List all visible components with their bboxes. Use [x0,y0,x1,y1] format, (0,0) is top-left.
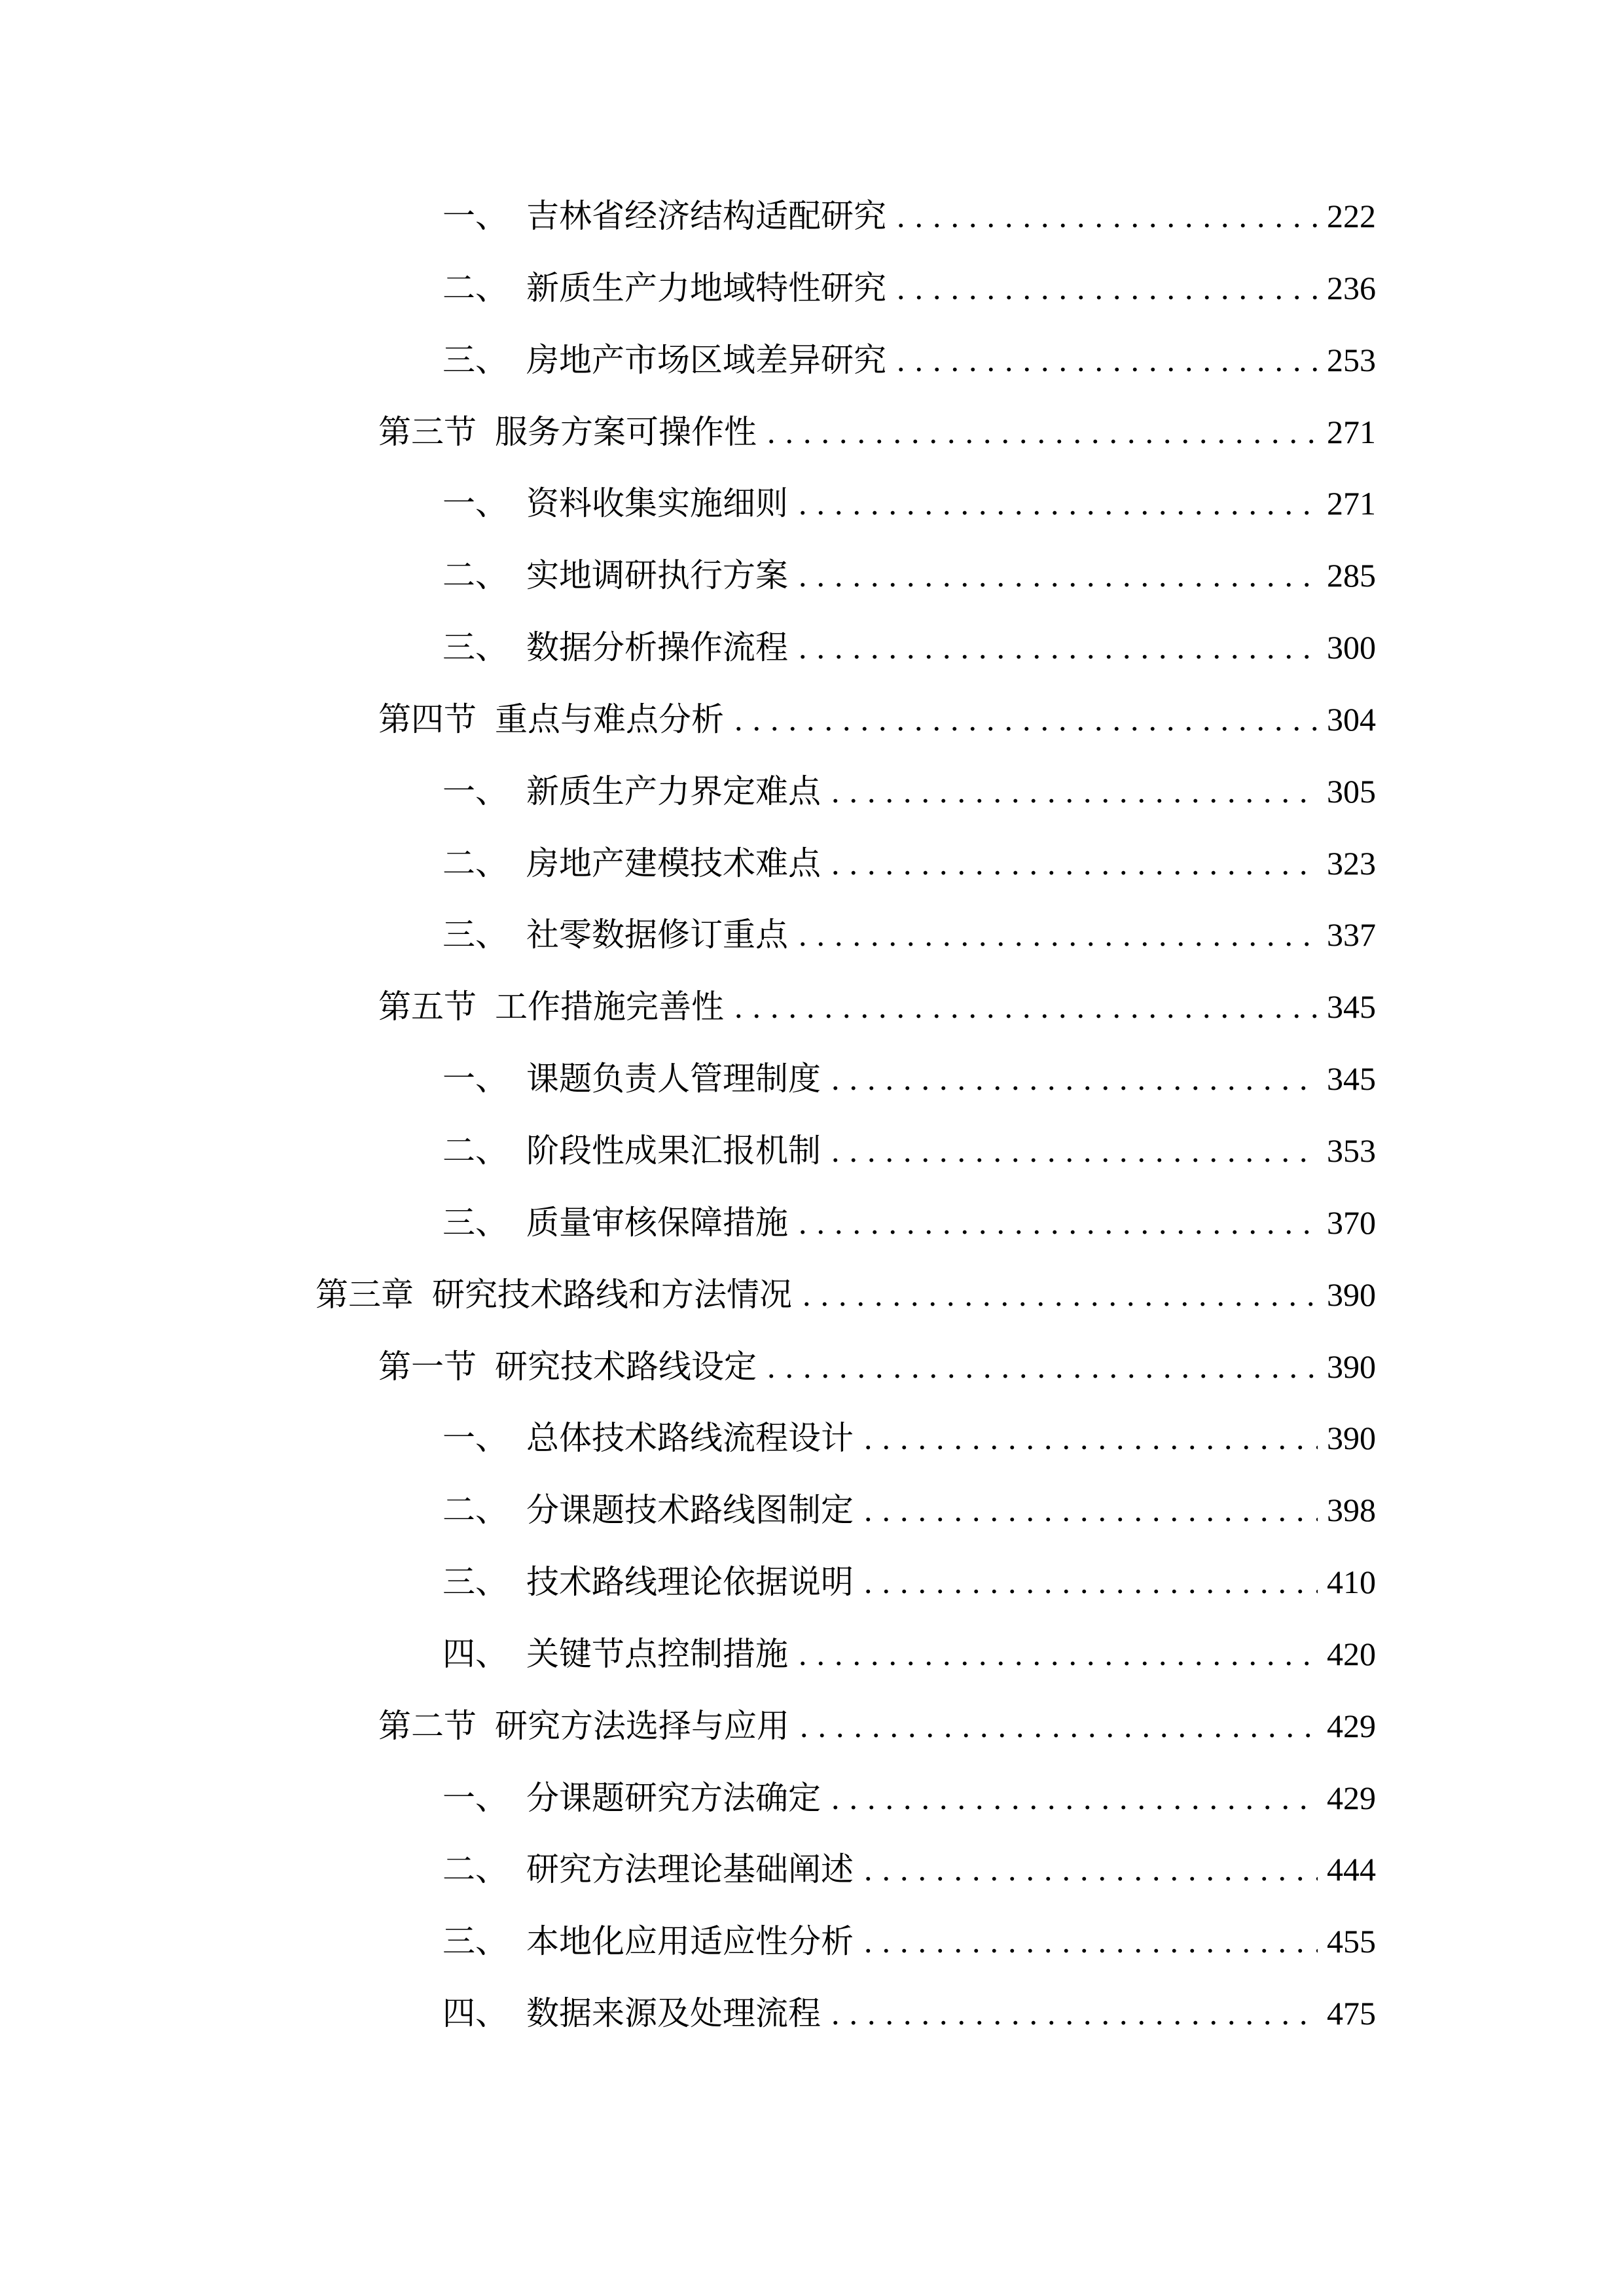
toc-entry-page: 353 [1327,1132,1376,1169]
toc-entry-label: 第一节 [378,1348,477,1385]
dot-leader [897,253,1318,325]
toc-entry[interactable] [0,1619,1624,1691]
toc-entry-label: 一、 [442,198,508,234]
toc-entry-label: 一、 [442,1779,508,1816]
dot-leader [803,1259,1318,1331]
toc-entry[interactable] [0,1331,1624,1403]
toc-entry-page: 370 [1327,1204,1376,1241]
toc-entry[interactable] [0,828,1624,900]
dot-leader [800,1691,1318,1763]
toc-entry-label: 三、 [442,1923,508,1960]
dot-leader [831,1763,1318,1835]
dot-leader [864,1547,1318,1619]
toc-entry-title: 研究技术路线和方法情况 [432,1276,792,1313]
toc-entry-label: 三、 [442,1564,508,1601]
toc-entry-title: 重点与难点分析 [495,700,724,738]
toc-entry-label: 第四节 [378,700,477,738]
toc-entry-page: 271 [1327,413,1376,450]
toc-entry-label: 第二节 [378,1707,477,1744]
toc-entry-label: 二、 [442,1851,508,1888]
toc-entry[interactable] [0,468,1624,540]
toc-entry-page: 455 [1327,1923,1376,1960]
toc-entry-label: 一、 [442,485,508,522]
toc-list [0,181,1624,2050]
toc-entry-label: 第五节 [378,988,477,1026]
toc-entry-title: 研究技术路线设定 [495,1348,757,1385]
toc-entry-label: 第三章 [316,1276,414,1313]
toc-entry-title: 阶段性成果汇报机制 [526,1132,821,1169]
toc-entry-title: 总体技术路线流程设计 [526,1420,854,1457]
toc-entry[interactable] [0,971,1624,1043]
dot-leader [864,1906,1318,1978]
dot-leader [864,1403,1318,1475]
toc-entry[interactable] [0,1834,1624,1906]
toc-entry[interactable] [0,1475,1624,1547]
toc-entry-title: 课题负责人管理制度 [526,1060,821,1098]
toc-entry[interactable] [0,899,1624,971]
toc-entry[interactable] [0,1187,1624,1259]
toc-entry-page: 236 [1327,269,1376,306]
toc-entry-title: 社零数据修订重点 [526,916,788,954]
toc-entry-label: 四、 [442,1995,508,2032]
toc-entry[interactable] [0,540,1624,612]
toc-entry-title: 数据来源及处理流程 [526,1995,821,2032]
toc-entry-label: 三、 [442,916,508,954]
toc-entry[interactable] [0,1906,1624,1978]
dot-leader [767,1331,1318,1403]
toc-entry-page: 475 [1327,1995,1376,2032]
toc-entry-label: 一、 [442,772,508,810]
toc-entry-label: 三、 [442,341,508,378]
toc-entry-page: 345 [1327,988,1376,1026]
dot-leader [864,1834,1318,1906]
toc-entry-label: 二、 [442,269,508,306]
toc-entry-page: 390 [1327,1348,1376,1385]
toc-entry-page: 390 [1327,1276,1376,1313]
dot-leader [767,397,1318,469]
toc-entry-page: 305 [1327,772,1376,810]
toc-entry-label: 二、 [442,1492,508,1529]
toc-entry[interactable] [0,684,1624,756]
toc-entry-page: 390 [1327,1420,1376,1457]
toc-entry[interactable] [0,1691,1624,1763]
toc-entry[interactable] [0,1043,1624,1115]
toc-entry-page: 345 [1327,1060,1376,1098]
toc-entry[interactable] [0,612,1624,684]
toc-entry-page: 300 [1327,629,1376,666]
toc-entry[interactable] [0,1403,1624,1475]
toc-entry-page: 444 [1327,1851,1376,1888]
dot-leader [734,971,1318,1043]
toc-entry-title: 研究方法选择与应用 [495,1707,789,1744]
toc-entry-label: 二、 [442,1132,508,1169]
dot-leader [831,828,1318,900]
toc-entry-title: 分课题技术路线图制定 [526,1492,854,1529]
dot-leader [799,468,1318,540]
toc-entry-title: 关键节点控制措施 [526,1635,788,1672]
toc-entry[interactable] [0,1978,1624,2050]
toc-entry-page: 337 [1327,916,1376,954]
dot-leader [799,540,1318,612]
toc-entry-page: 323 [1327,844,1376,882]
toc-entry-title: 研究方法理论基础阐述 [526,1851,854,1888]
toc-entry[interactable] [0,181,1624,253]
toc-entry-page: 398 [1327,1492,1376,1529]
toc-entry-label: 第三节 [378,413,477,450]
toc-entry[interactable] [0,756,1624,828]
toc-entry-title: 吉林省经济结构适配研究 [526,198,886,234]
toc-entry-title: 技术路线理论依据说明 [526,1564,854,1601]
toc-entry-title: 分课题研究方法确定 [526,1779,821,1816]
toc-entry-page: 304 [1327,700,1376,738]
toc-entry-title: 本地化应用适应性分析 [526,1923,854,1960]
dot-leader [734,684,1318,756]
toc-entry-title: 实地调研执行方案 [526,557,788,594]
toc-entry-title: 新质生产力界定难点 [526,772,821,810]
toc-entry[interactable] [0,1115,1624,1187]
toc-entry-label: 三、 [442,629,508,666]
toc-entry-title: 质量审核保障措施 [526,1204,788,1241]
toc-entry-page: 253 [1327,341,1376,378]
toc-entry[interactable] [0,1259,1624,1331]
toc-entry-page: 410 [1327,1564,1376,1601]
dot-leader [831,1115,1318,1187]
toc-entry[interactable] [0,253,1624,325]
toc-entry-page: 429 [1327,1779,1376,1816]
dot-leader [897,181,1318,253]
toc-entry[interactable] [0,1547,1624,1619]
toc-entry-label: 四、 [442,1635,508,1672]
toc-entry-label: 一、 [442,1420,508,1457]
toc-entry-title: 房地产市场区域差异研究 [526,341,886,378]
toc-entry-label: 二、 [442,844,508,882]
dot-leader [799,1619,1318,1691]
toc-entry-title: 工作措施完善性 [495,988,724,1026]
toc-entry-title: 服务方案可操作性 [495,413,757,450]
dot-leader [799,1187,1318,1259]
dot-leader [799,899,1318,971]
toc-entry-page: 420 [1327,1635,1376,1672]
dot-leader [864,1475,1318,1547]
toc-entry-page: 285 [1327,557,1376,594]
toc-entry-label: 三、 [442,1204,508,1241]
toc-entry[interactable] [0,325,1624,397]
toc-entry[interactable] [0,397,1624,469]
toc-entry-label: 一、 [442,1060,508,1098]
toc-entry-title: 新质生产力地域特性研究 [526,269,886,306]
dot-leader [831,756,1318,828]
dot-leader [831,1978,1318,2050]
toc-entry-title: 数据分析操作流程 [526,629,788,666]
toc-entry-label: 二、 [442,557,508,594]
toc-entry-page: 271 [1327,485,1376,522]
dot-leader [897,325,1318,397]
dot-leader [799,612,1318,684]
toc-entry[interactable] [0,1763,1624,1835]
toc-entry-page: 222 [1327,198,1376,234]
toc-entry-title: 房地产建模技术难点 [526,844,821,882]
dot-leader [831,1043,1318,1115]
toc-entry-page: 429 [1327,1707,1376,1744]
toc-entry-title: 资料收集实施细则 [526,485,788,522]
